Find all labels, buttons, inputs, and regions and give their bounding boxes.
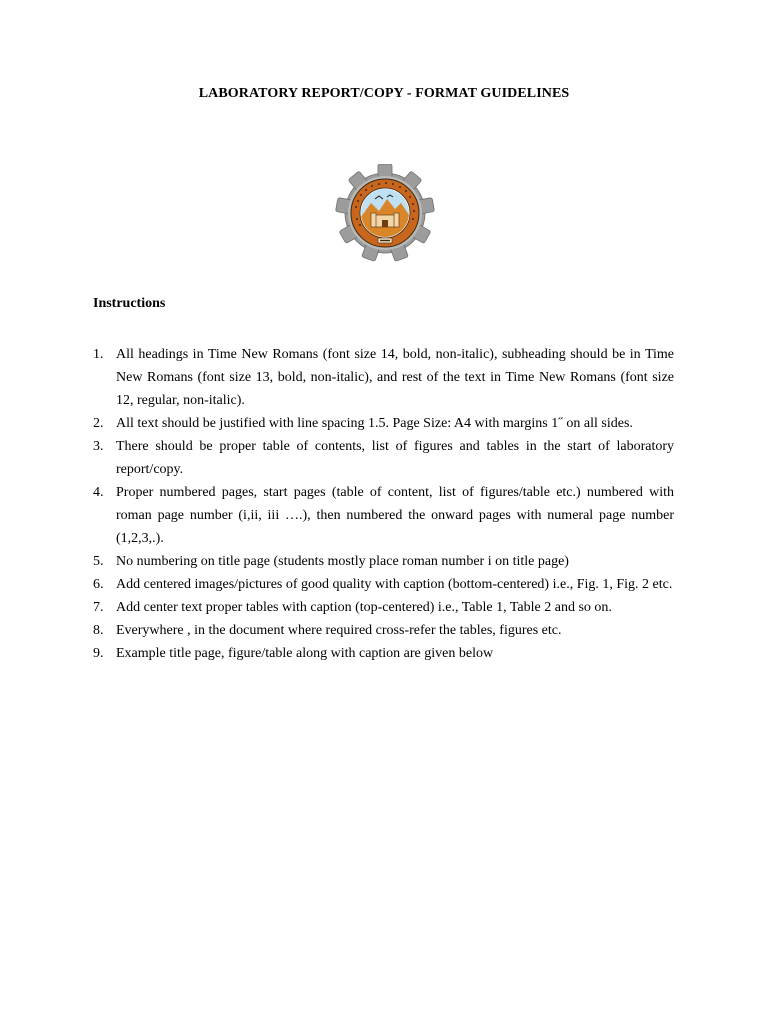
list-item [93,481,674,550]
list-item-text: Add center text proper tables with caption (top-centered) i.e., Table 1, Table 2 and so on. [116,600,612,615]
list-item-number: 7. [93,600,104,615]
list-item-text: There should be proper table of contents, list of figures and tables in the start of laboratory report/copy. [116,439,674,477]
list-item-number: 6. [93,577,104,592]
list-item-text: All headings in Time New Romans (font size 14, bold, non-italic), subheading should be in Time New Romans (font size 13, bold, non-italic), and rest of the text in Time New Romans (font size 12, regular, non-italic). [116,347,674,408]
list-item-number: 1. [93,347,104,362]
list-item-number: 2. [93,416,104,431]
list-item-text: No numbering on title page (students mostly place roman number i on title page) [116,554,569,569]
list-item-number: 3. [93,439,104,454]
list-item-text: Add centered images/pictures of good quality with caption (bottom-centered) i.e., Fig. 1, Fig. 2 etc. [116,577,673,592]
instructions-heading: Instructions [93,296,166,311]
list-item [93,550,674,573]
list-item [93,343,674,412]
list-item [93,642,674,665]
list-item-number: 5. [93,554,104,569]
list-item [93,412,674,435]
university-seal-icon [332,164,438,262]
list-item [93,573,674,596]
list-item-text: Example title page, figure/table along with caption are given below [116,646,494,661]
list-item-number: 4. [93,485,104,500]
page-title: LABORATORY REPORT/COPY - FORMAT GUIDELINES [198,86,570,101]
instructions-list [93,343,674,665]
list-item [93,596,674,619]
list-item [93,619,674,642]
list-item-text: All text should be justified with line spacing 1.5. Page Size: A4 with margins 1˝ on all sides. [116,416,633,431]
list-item-number: 9. [93,646,104,661]
list-item-text: Everywhere , in the document where required cross-refer the tables, figures etc. [116,623,562,638]
list-item-text: Proper numbered pages, start pages (table of content, list of figures/table etc.) numbered with roman page number (i,ii, iii ….), then numbered the onward pages with numeral page number (1,2,3,.). [116,485,674,546]
list-item-number: 8. [93,623,104,638]
list-item [93,435,674,481]
